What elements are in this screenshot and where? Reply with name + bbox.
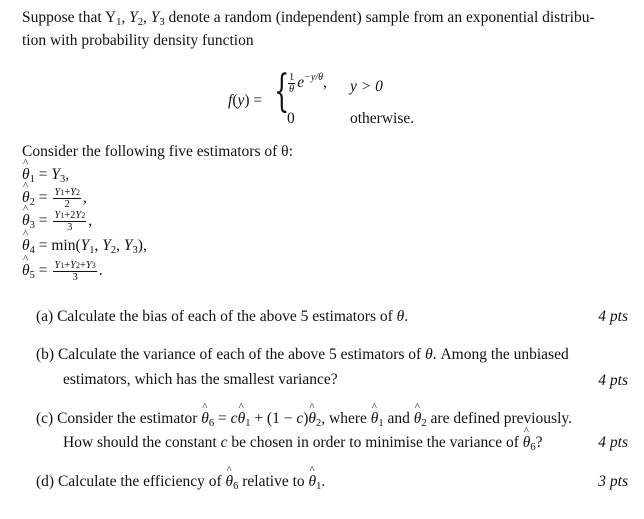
estimator-3: ^ $\theta_3$ = $\frac{Y1+2Y2}{3}$ , xyxy=(22,210,92,233)
question-a: (a) Calculate the bias of each of the above 5 estimators of θ. xyxy=(36,308,409,325)
intro-text-start: Suppose that Y xyxy=(22,9,117,26)
question-c-line-1: (c) Consider the estimator ^ $\theta_6$ = c^ $\theta_1 + (1$ − c)^ $\theta_2$, where ^ $\theta_1$ and ^ $\theta_2$ are defined previously. xyxy=(36,410,572,429)
question-b-label: (b) xyxy=(36,346,55,363)
question-d-points: 3 pts xyxy=(598,473,628,490)
estimator-1: ^ $\theta_1 = Y_3$, xyxy=(22,166,69,185)
pdf-brace: { xyxy=(274,66,290,117)
pdf-case-2-expr: 0 xyxy=(287,110,295,127)
pdf-frac: $\frac{1}{\theta}$ xyxy=(289,72,295,95)
pdf-lhs: f(y) = xyxy=(228,92,263,109)
estimator-2: ^ $\theta_2$ = $\frac{Y1+Y2}{2}$ , xyxy=(22,187,87,210)
question-d: (d) Calculate the efficiency of ^ $\theta_6$ relative to ^ $\theta_1$. xyxy=(36,473,325,492)
estimator-5: ^ $\theta_5$ = $\frac{Y1+Y2+Y3}{3}$ . xyxy=(22,260,103,283)
pdf-case-1-cond: y > 0 xyxy=(350,78,383,95)
intro-line-1: Suppose that $Y_1$, $Y_2$, $Y_3$ denote a random (independent) sample from an exponential distribu- xyxy=(22,9,595,28)
estimators-intro: Consider the following five estimators of θ: xyxy=(22,143,293,160)
question-c-points: 4 pts xyxy=(598,434,628,451)
estimator-4: ^ $\theta_4 = \min(Y_1$, $Y_2$, $Y_3$), xyxy=(22,237,147,256)
estimator-2-frac: $\frac{Y1+Y2}{2}$ xyxy=(54,187,80,210)
question-b-line-1: (b) Calculate the variance of each of the above 5 estimators of θ. Among the unbiased xyxy=(36,346,569,363)
estimator-3-frac: $\frac{Y1+2Y2}{3}$ xyxy=(54,210,86,233)
question-b-points: 4 pts xyxy=(598,372,628,389)
estimator-5-frac: $\frac{Y1+Y2+Y3}{3}$ xyxy=(54,260,96,283)
question-a-label: (a) xyxy=(36,308,54,325)
question-a-points: 4 pts xyxy=(598,308,628,325)
pdf-case-2-cond: otherwise. xyxy=(350,110,415,127)
intro-text-rest: denote a random (independent) sample from an exponential distribu- xyxy=(168,9,595,26)
pdf-case-1-expr: $\frac{1}{\theta}$ $e^{-y/\theta}$, xyxy=(289,72,327,95)
question-b-line-2: estimators, which has the smallest variance? xyxy=(63,371,338,388)
intro-line-2: tion with probability density function xyxy=(22,32,254,49)
question-c-label: (c) xyxy=(36,410,54,427)
question-c-line-2: How should the constant c be chosen in order to minimise the variance of ^ $\theta_6$? xyxy=(63,434,543,453)
question-d-label: (d) xyxy=(36,473,55,490)
